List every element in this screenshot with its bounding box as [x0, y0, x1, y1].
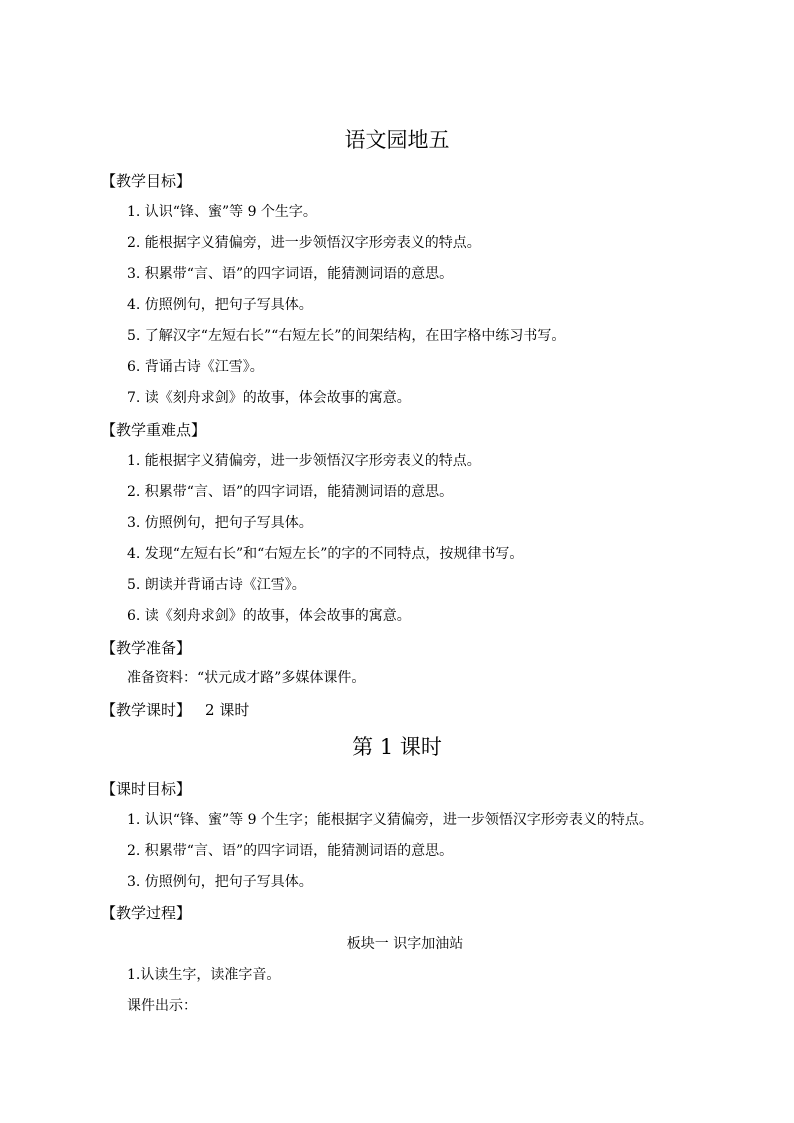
courseware-label: 课件出示：	[127, 998, 197, 1014]
objective-item: 4. 仿照例句，把句子写具体。	[127, 297, 313, 313]
lesson-objective-item: 2. 积累带“言、语”的四字词语，能猜测词语的意思。	[127, 843, 454, 859]
process-heading: 【教学过程】	[101, 904, 192, 922]
lesson-objectives-heading: 【课时目标】	[101, 780, 192, 798]
hours-row	[101, 700, 249, 720]
preparation-text: 准备资料：“状元成才路”多媒体课件。	[127, 670, 366, 686]
objective-item: 6. 背诵古诗《江雪》。	[127, 359, 264, 375]
key-point-item: 4. 发现“左短右长”和“右短左长”的字的不同特点，按规律书写。	[127, 546, 524, 562]
process-step: 1.认读生字，读准字音。	[127, 967, 281, 983]
preparation-heading: 【教学准备】	[101, 639, 192, 657]
objective-item: 3. 积累带“言、语”的四字词语，能猜测词语的意思。	[127, 266, 454, 282]
block-title: 板块一 识字加油站	[346, 936, 464, 952]
objective-item: 2. 能根据字义猜偏旁，进一步领悟汉字形旁表义的特点。	[127, 235, 481, 251]
hours-heading: 【教学课时】	[101, 701, 192, 719]
objective-item: 7. 读《刻舟求剑》的故事，体会故事的寓意。	[127, 390, 411, 406]
key-point-item: 2. 积累带“言、语”的四字词语，能猜测词语的意思。	[127, 484, 454, 500]
lesson-objective-item: 3. 仿照例句，把句子写具体。	[127, 874, 313, 890]
document-title: 语文园地五	[344, 128, 450, 152]
lesson-objective-item: 1. 认识“锋、蜜”等 9 个生字；能根据字义猜偏旁，进一步领悟汉字形旁表义的特点。	[127, 812, 653, 828]
objective-item: 1. 认识“锋、蜜”等 9 个生字。	[127, 204, 317, 220]
key-point-item: 1. 能根据字义猜偏旁，进一步领悟汉字形旁表义的特点。	[127, 453, 481, 469]
key-point-item: 6. 读《刻舟求剑》的故事，体会故事的寓意。	[127, 608, 411, 624]
hours-value: 2 课时	[205, 701, 250, 719]
objective-item: 5. 了解汉字“左短右长”“右短左长”的间架结构，在田字格中练习书写。	[127, 328, 566, 344]
objectives-heading: 【教学目标】	[101, 172, 192, 190]
key-points-heading: 【教学重难点】	[101, 421, 207, 439]
key-point-item: 5. 朗读并背诵古诗《江雪》。	[127, 577, 306, 593]
key-point-item: 3. 仿照例句，把句子写具体。	[127, 515, 313, 531]
lesson-title: 第 1 课时	[352, 735, 442, 759]
